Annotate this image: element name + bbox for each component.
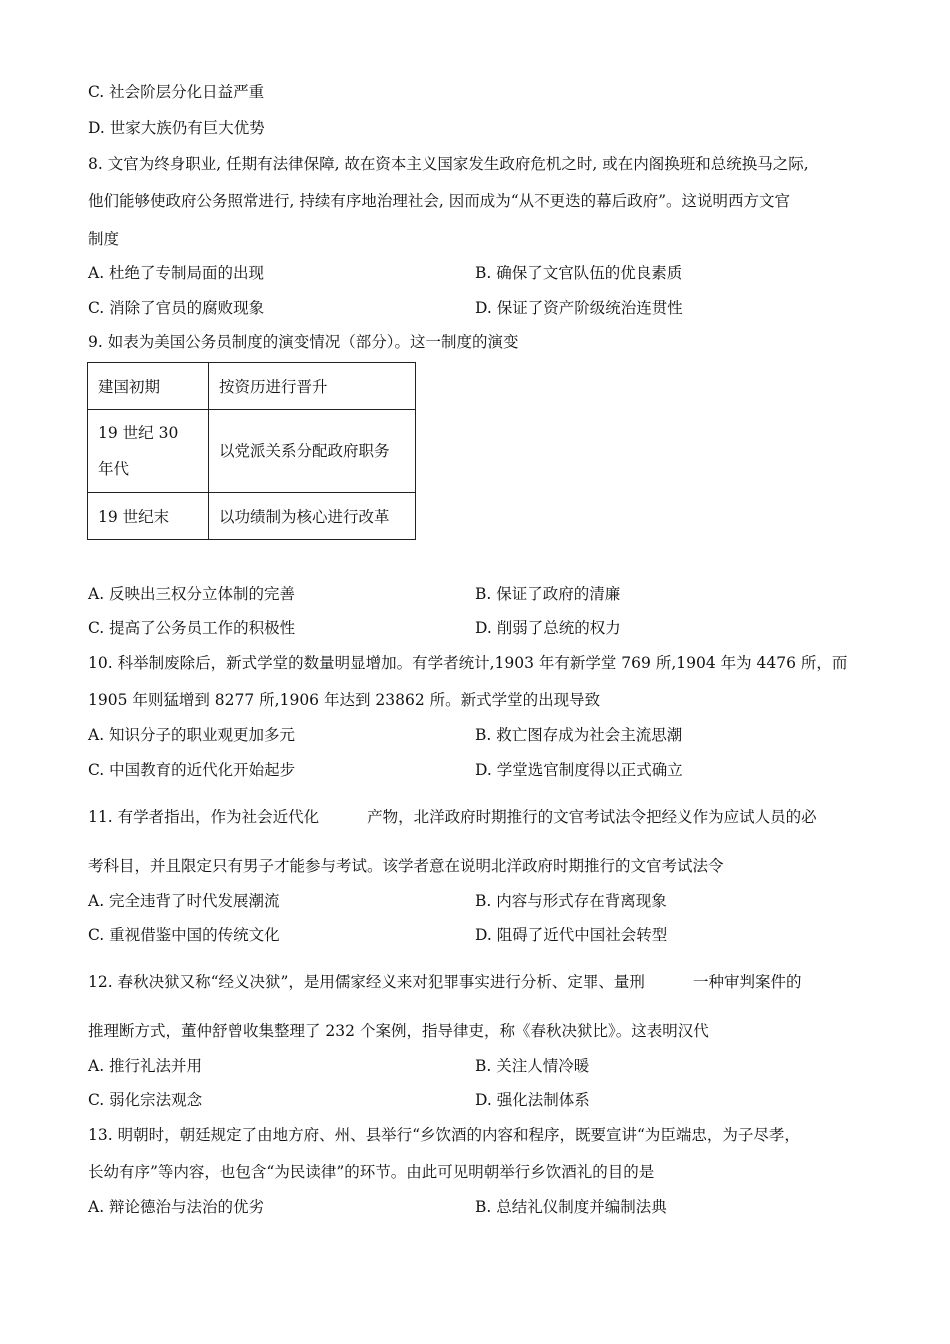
q12-option-d: D. 强化法制体系 <box>475 1091 590 1109</box>
q8-option-a: A. 杜绝了专制局面的出现 <box>88 264 265 282</box>
table-cell-period: 19 世纪 30 年代 <box>88 410 209 493</box>
table-row <box>88 493 416 540</box>
q7-option-d: D. 世家大族仍有巨大优势 <box>88 119 265 137</box>
q8-option-d: D. 保证了资产阶级统治连贯性 <box>475 299 683 317</box>
q12-option-c: C. 弱化宗法观念 <box>88 1091 203 1109</box>
q9-table <box>87 362 416 540</box>
q11-stem-line1 <box>88 805 817 827</box>
q12-option-a: A. 推行礼法并用 <box>88 1057 203 1075</box>
q11-option-a: A. 完全违背了时代发展潮流 <box>88 892 280 910</box>
q8-stem-line3: 制度 <box>88 230 120 248</box>
q9-stem: 9. 如表为美国公务员制度的演变情况（部分）。这一制度的演变 <box>88 333 519 351</box>
q8-stem-line2: 他们能够使政府公务照常进行, 持续有序地治理社会, 因而成为“从不更迭的幕后政府”。这说明西方文官 <box>88 192 791 210</box>
q12-stem-line1 <box>88 970 801 992</box>
q13-option-b: B. 总结礼仪制度并编制法典 <box>475 1198 667 1216</box>
q11-stem-line2: 考科目，并且限定只有男子才能参与考试。该学者意在说明北洋政府时期推行的文官考试法令 <box>88 857 724 875</box>
q12-stem-part1: 12. 春秋决狱又称“经义决狱”，是用儒家经义来对犯罪事实进行分析、定罪、量刑 <box>88 973 645 991</box>
table-cell-content: 按资历进行晋升 <box>209 363 416 410</box>
q12-stem-line2: 推理断方式，董仲舒曾收集整理了 232 个案例，指导律吏，称《春秋决狱比》。这表明汉代 <box>88 1022 709 1040</box>
q9-option-b: B. 保证了政府的清廉 <box>475 585 621 603</box>
q11-option-b: B. 内容与形式存在背离现象 <box>475 892 667 910</box>
table-cell-content: 以功绩制为核心进行改革 <box>209 493 416 540</box>
q9-option-d: D. 削弱了总统的权力 <box>475 619 621 637</box>
q10-option-c: C. 中国教育的近代化开始起步 <box>88 761 296 779</box>
table-row <box>88 410 416 493</box>
q10-option-b: B. 救亡图存成为社会主流思潮 <box>475 726 683 744</box>
q8-option-b: B. 确保了文官队伍的优良素质 <box>475 264 683 282</box>
q11-stem-part2: 产物，北洋政府时期推行的文官考试法令把经义作为应试人员的必 <box>367 808 817 826</box>
q9-option-a: A. 反映出三权分立体制的完善 <box>88 585 296 603</box>
q10-option-d: D. 学堂选官制度得以正式确立 <box>475 761 683 779</box>
q8-option-c: C. 消除了官员的腐败现象 <box>88 299 265 317</box>
q13-stem-line1: 13. 明朝时，朝廷规定了由地方府、州、县举行“乡饮酒的内容和程序，既要宣讲“为臣端忠，为子尽孝， <box>88 1126 800 1144</box>
q13-option-a: A. 辩论德治与法治的优劣 <box>88 1198 265 1216</box>
q11-option-d: D. 阻碍了近代中国社会转型 <box>475 926 668 944</box>
q11-stem-part1: 11. 有学者指出，作为社会近代化 <box>88 808 320 826</box>
table-row <box>88 363 416 410</box>
q13-stem-line2: 长幼有序”等内容，也包含“为民读律”的环节。由此可见明朝举行乡饮酒礼的目的是 <box>88 1163 655 1181</box>
table-cell-period: 19 世纪末 <box>88 493 209 540</box>
table-cell-period: 建国初期 <box>88 363 209 410</box>
q8-stem-line1: 8. 文官为终身职业, 任期有法律保障, 故在资本主义国家发生政府危机之时, 或在内阁换班和总统换马之际, <box>88 155 809 173</box>
q10-option-a: A. 知识分子的职业观更加多元 <box>88 726 296 744</box>
q10-stem-line2: 1905 年则猛增到 8277 所,1906 年达到 23862 所。新式学堂的出现导致 <box>88 691 601 709</box>
q9-option-c: C. 提高了公务员工作的积极性 <box>88 619 296 637</box>
q11-option-c: C. 重视借鉴中国的传统文化 <box>88 926 280 944</box>
q7-option-c: C. 社会阶层分化日益严重 <box>88 83 265 101</box>
q12-stem-part2: 一种审判案件的 <box>692 973 802 991</box>
table-cell-content: 以党派关系分配政府职务 <box>209 410 416 493</box>
q10-stem-line1: 10. 科举制废除后，新式学堂的数量明显增加。有学者统计,1903 年有新学堂 769 所,1904 年为 4476 所，而 <box>88 654 848 672</box>
q12-option-b: B. 关注人情冷暖 <box>475 1057 590 1075</box>
